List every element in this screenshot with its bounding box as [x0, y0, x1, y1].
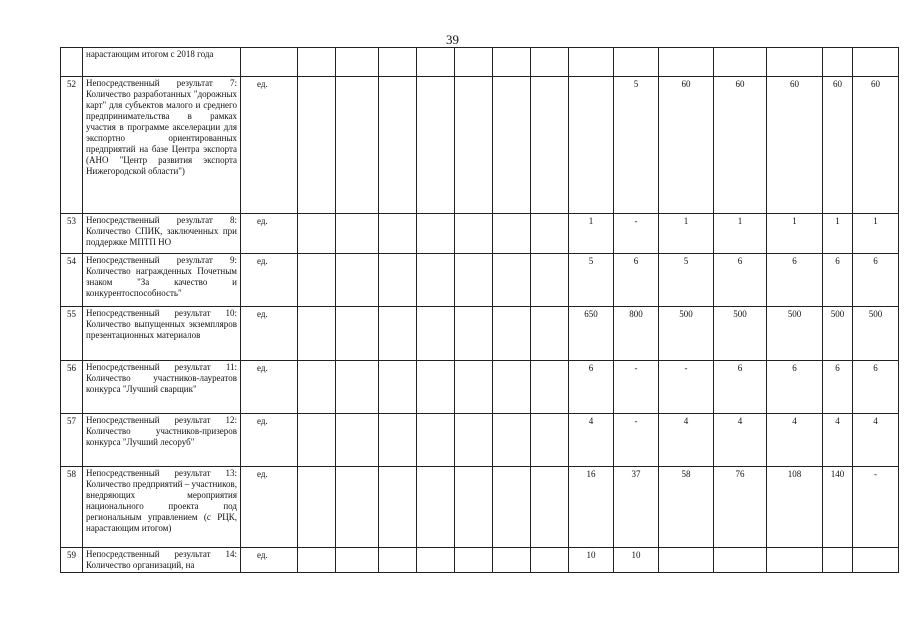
empty-cell: [531, 307, 569, 361]
empty-cell: [417, 307, 455, 361]
empty-cell: [336, 214, 379, 254]
indicator-name: Непосредственный результат 14: Количество организаций, на: [83, 548, 241, 573]
value-cell: 500: [714, 307, 767, 361]
empty-cell: [336, 467, 379, 548]
value-cell: 16: [569, 467, 614, 548]
indicators-table: [60, 47, 899, 573]
unit-cell: ед.: [241, 414, 298, 467]
unit-cell: ед.: [241, 307, 298, 361]
empty-cell: [417, 414, 455, 467]
value-cell: [823, 548, 853, 573]
continuation-text: нарастающим итогом с 2018 года: [83, 48, 241, 77]
empty-cell: [493, 548, 531, 573]
empty-cell: [298, 77, 336, 214]
value-cell: 60: [823, 77, 853, 214]
value-cell: 6: [714, 361, 767, 414]
table-row: [61, 548, 899, 573]
value-cell: 6: [767, 254, 823, 307]
value-cell: [569, 77, 614, 214]
empty-cell: [493, 77, 531, 214]
empty-cell: [298, 214, 336, 254]
empty-cell: [455, 307, 493, 361]
value-cell: 500: [659, 307, 714, 361]
value-cell: 1: [659, 214, 714, 254]
value-cell: 5: [614, 77, 659, 214]
empty-cell: [379, 254, 417, 307]
empty-cell: [455, 214, 493, 254]
value-cell: 1: [853, 214, 899, 254]
empty-cell: [455, 361, 493, 414]
indicator-name: Непосредственный результат 12: Количество участников-призеров конкурса "Лучший лесоруб": [83, 414, 241, 467]
empty-cell: [493, 307, 531, 361]
value-cell: 6: [767, 361, 823, 414]
empty-cell: [298, 361, 336, 414]
empty-cell: [379, 214, 417, 254]
unit-cell: ед.: [241, 548, 298, 573]
empty-cell: [531, 77, 569, 214]
value-cell: 58: [659, 467, 714, 548]
value-cell: 60: [659, 77, 714, 214]
value-cell: 1: [714, 214, 767, 254]
row-number: 52: [61, 77, 83, 214]
value-cell: [853, 548, 899, 573]
table-row: [61, 77, 899, 214]
empty-cell: [493, 361, 531, 414]
value-cell: 6: [614, 254, 659, 307]
value-cell: -: [614, 414, 659, 467]
value-cell: 140: [823, 467, 853, 548]
indicator-name: Непосредственный результат 7: Количество разработанных "дорожных карт" для субъектов малого и среднего предпринимательства в рамках участия в программе акселерации для экспортно ориентированных предприятий на базе Центра экспорта (АНО "Центр развития экспорта Нижегородской области"): [83, 77, 241, 214]
value-cell: 4: [659, 414, 714, 467]
value-cell: 5: [569, 254, 614, 307]
empty-cell: [298, 467, 336, 548]
value-cell: 60: [767, 77, 823, 214]
empty-cell: [336, 307, 379, 361]
value-cell: 6: [823, 254, 853, 307]
empty-cell: [417, 214, 455, 254]
row-number: 58: [61, 467, 83, 548]
indicator-name: Непосредственный результат 13: Количество предприятий – участников, внедряющих мероприятия национального проекта под региональным управлением (с РЦК, нарастающим итогом): [83, 467, 241, 548]
empty-cell: [379, 77, 417, 214]
empty-cell: [298, 307, 336, 361]
value-cell: 4: [767, 414, 823, 467]
value-cell: 37: [614, 467, 659, 548]
value-cell: 6: [569, 361, 614, 414]
value-cell: [767, 548, 823, 573]
empty-cell: [531, 254, 569, 307]
empty-cell: [531, 548, 569, 573]
unit-cell: ед.: [241, 361, 298, 414]
row-number: 57: [61, 414, 83, 467]
empty-cell: [493, 414, 531, 467]
unit-cell: ед.: [241, 254, 298, 307]
table-row: [61, 361, 899, 414]
value-cell: 6: [714, 254, 767, 307]
indicator-name: Непосредственный результат 10: Количество выпущенных экземпляров презентационных материалов: [83, 307, 241, 361]
value-cell: 60: [714, 77, 767, 214]
empty-cell: [531, 467, 569, 548]
value-cell: [659, 548, 714, 573]
value-cell: [714, 548, 767, 573]
table-row: [61, 414, 899, 467]
unit-cell: ед.: [241, 77, 298, 214]
empty-cell: [379, 548, 417, 573]
value-cell: 500: [823, 307, 853, 361]
value-cell: -: [614, 214, 659, 254]
value-cell: 4: [853, 414, 899, 467]
value-cell: 6: [853, 361, 899, 414]
table-row: [61, 254, 899, 307]
value-cell: 800: [614, 307, 659, 361]
empty-cell: [417, 254, 455, 307]
empty-cell: [298, 254, 336, 307]
empty-cell: [379, 361, 417, 414]
empty-cell: [417, 548, 455, 573]
empty-cell: [298, 414, 336, 467]
value-cell: 6: [823, 361, 853, 414]
value-cell: -: [853, 467, 899, 548]
value-cell: 500: [767, 307, 823, 361]
value-cell: 500: [853, 307, 899, 361]
value-cell: 1: [767, 214, 823, 254]
indicator-name: Непосредственный результат 11: Количество участников-лауреатов конкурса "Лучший сварщик": [83, 361, 241, 414]
empty-cell: [493, 214, 531, 254]
unit-cell: ед.: [241, 214, 298, 254]
table-row: [61, 307, 899, 361]
value-cell: -: [659, 361, 714, 414]
empty-cell: [455, 467, 493, 548]
value-cell: 4: [569, 414, 614, 467]
empty-cell: [493, 254, 531, 307]
value-cell: 60: [853, 77, 899, 214]
table-row: [61, 214, 899, 254]
empty-cell: [417, 361, 455, 414]
empty-cell: [298, 548, 336, 573]
row-number: 56: [61, 361, 83, 414]
row-number: 53: [61, 214, 83, 254]
value-cell: 10: [614, 548, 659, 573]
value-cell: 1: [823, 214, 853, 254]
unit-cell: ед.: [241, 467, 298, 548]
empty-cell: [336, 361, 379, 414]
row-number: 59: [61, 548, 83, 573]
empty-cell: [455, 414, 493, 467]
page-number: 39: [446, 32, 459, 47]
empty-cell: [531, 214, 569, 254]
continuation-row: [61, 48, 899, 77]
indicator-name: Непосредственный результат 9: Количество награжденных Почетным знаком "За качество и конкурентоспособность": [83, 254, 241, 307]
value-cell: 4: [823, 414, 853, 467]
empty-cell: [417, 467, 455, 548]
value-cell: 650: [569, 307, 614, 361]
value-cell: 1: [569, 214, 614, 254]
empty-cell: [379, 414, 417, 467]
value-cell: 6: [853, 254, 899, 307]
empty-cell: [336, 254, 379, 307]
empty-cell: [417, 77, 455, 214]
value-cell: 5: [659, 254, 714, 307]
empty-cell: [531, 414, 569, 467]
empty-cell: [493, 467, 531, 548]
value-cell: 108: [767, 467, 823, 548]
table-row: [61, 467, 899, 548]
value-cell: 10: [569, 548, 614, 573]
empty-cell: [336, 77, 379, 214]
row-number: 54: [61, 254, 83, 307]
value-cell: 4: [714, 414, 767, 467]
empty-cell: [531, 361, 569, 414]
empty-cell: [455, 548, 493, 573]
value-cell: 76: [714, 467, 767, 548]
value-cell: -: [614, 361, 659, 414]
empty-cell: [455, 254, 493, 307]
empty-cell: [379, 307, 417, 361]
empty-cell: [379, 467, 417, 548]
empty-cell: [336, 414, 379, 467]
row-number: 55: [61, 307, 83, 361]
indicator-name: Непосредственный результат 8: Количество СПИК, заключенных при поддержке МПТП НО: [83, 214, 241, 254]
empty-cell: [455, 77, 493, 214]
empty-cell: [336, 548, 379, 573]
